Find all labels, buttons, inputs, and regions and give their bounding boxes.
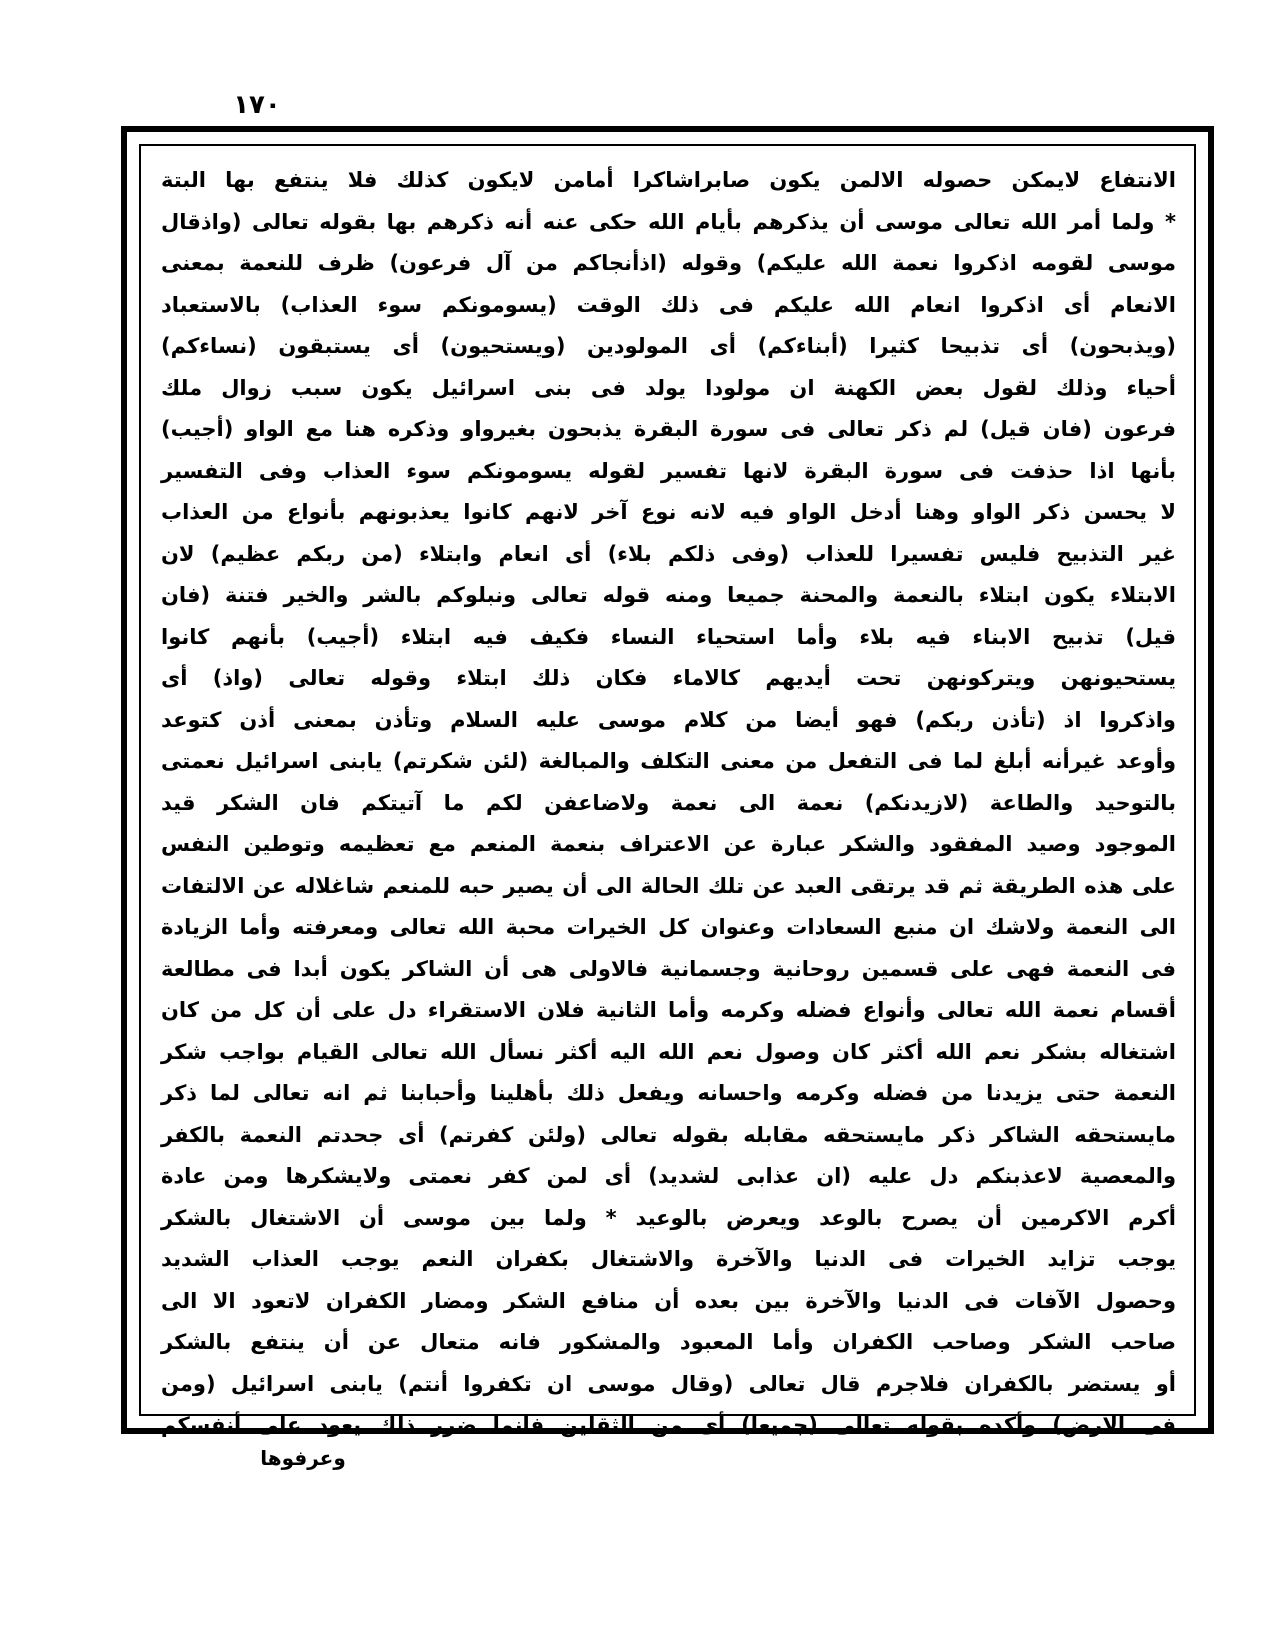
text-body [161,160,1176,1437]
text-line: أحياء وذلك لقول بعض الكهنة ان مولودا يولد فى بنى اسرائيل يكون سبب زوال ملك [161,375,1176,400]
text-line: فرعون (فان قيل) لم ذكر تعالى فى سورة البقرة يذبحون بغيرواو وذكره هنا مع الواو (أجيب) [161,417,1176,441]
text-line: وأوعد غيرأنه أبلغ لما فى التفعل من معنى التكلف والمبالغة (لئن شكرتم) يابنى اسرائيل نعمتى [161,749,1176,773]
inner-border [139,144,1196,1437]
text-line: بالتوحيد والطاعة (لازيدنكم) نعمة الى نعمة ولاضاعفن لكم ما آتيتكم فان الشكر قيد [161,790,1176,815]
text-line: وحصول الآفات فى الدنيا والآخرة بين بعده أن منافع الشكر ومضار الكفران لاتعود الا الى [161,1288,1176,1313]
text-line: الموجود وصيد المفقود والشكر عبارة عن الاعتراف بنعمة المنعم مع تعظيمه وتوطين النفس [161,832,1176,856]
text-line: أو يستضر بالكفران فلاجرم قال تعالى (وقال موسى ان تكفروا أنتم) يابنى اسرائيل (ومن [161,1371,1176,1396]
text-line: * ولما أمر الله تعالى موسى أن يذكرهم بأيام الله حكى عنه أنه ذكرهم بها بقوله تعالى (واذقال [161,209,1176,234]
text-line: غير التذبيح فليس تفسيرا للعذاب (وفى ذلكم بلاء) أى انعام وابتلاء (من ربكم عظيم) لان [161,541,1176,566]
text-line: (ويذبحون) أى تذبيحا كثيرا (أبناءكم) أى المولودين (ويستحيون) أى يستبقون (نساءكم) [161,334,1176,358]
text-line: واذكروا اذ (تأذن ربكم) فهو أيضا من كلام موسى عليه السلام وتأذن بمعنى أذن كتوعد [161,707,1176,732]
text-line: فى الارض) وأكده بقوله تعالى (جميعا) أى من الثقلين فانما ضرر ذلك يعود على أنفسكم [161,1413,1176,1437]
page-border [121,126,1214,1437]
text-line: النعمة حتى يزيدنا من فضله وكرمه واحسانه ويفعل ذلك بأهلينا وأحبابنا ثم انه تعالى لما ذكر [161,1081,1176,1105]
text-line: مايستحقه الشاكر ذكر مايستحقه مقابله بقوله تعالى (ولئن كفرتم) أى جحدتم النعمة بالكفر [161,1122,1176,1147]
text-line: يوجب تزايد الخيرات فى الدنيا والآخرة والاشتغال بكفران النعم يوجب العذاب الشديد [161,1247,1176,1271]
text-line: أقسام نعمة الله تعالى وأنواع فضله وكرمه وأما الثانية فلان الاستقراء دل على أن كل من كان [161,998,1176,1022]
page-number: ١٧٠ [233,90,281,120]
text-line: الانتفاع لايمكن حصوله الالمن يكون صابراشاكرا أمامن لايكون كذلك فلا ينتفع بها البتة [161,168,1176,192]
text-line: قيل) تذبيح الابناء فيه بلاء وأما استحياء النساء فكيف فيه ابتلاء (أجيب) بأنهم كانوا [161,624,1176,649]
text-line: فى النعمة فهى على قسمين روحانية وجسمانية فالاولى هى أن الشاكر يكون أبدا فى مطالعة [161,956,1176,981]
text-line: على هذه الطريقة ثم قد يرتقى العبد عن تلك الحالة الى أن يصير حبه للمنعم شاغلاله عن الالتفات [161,873,1176,898]
text-line: بأنها اذا حذفت فى سورة البقرة لانها تفسير لقوله يسومونكم سوء العذاب وفى التفسير [161,458,1176,483]
text-line: اشتغاله بشكر نعم الله أكثر كان وصول نعم الله اليه أكثر نسأل الله تعالى القيام بواجب شكر [161,1039,1176,1064]
catchword: وعرفوها [260,1446,346,1470]
text-line: الى النعمة ولاشك ان منبع السعادات وعنوان كل الخيرات محبة الله تعالى ومعرفته وأما الزيادة [161,915,1176,939]
text-line: لا يحسن ذكر الواو وهنا أدخل الواو فيه لانه نوع آخر لانهم كانوا يعذبونهم بأنواع من العذاب [161,500,1176,524]
text-line: الابتلاء يكون ابتلاء بالنعمة والمحنة جميعا ومنه قوله تعالى ونبلوكم بالشر والخير فتنة (فان [161,583,1176,607]
text-line: أكرم الاكرمين أن يصرح بالوعد ويعرض بالوعيد * ولما بين موسى أن الاشتغال بالشكر [161,1205,1176,1230]
text-line: يستحيونهن ويتركونهن تحت أيديهم كالاماء فكان ذلك ابتلاء وقوله تعالى (واذ) أى [161,666,1176,690]
text-line: الانعام أى اذكروا انعام الله عليكم فى ذلك الوقت (يسومونكم سوء العذاب) بالاستعباد [161,292,1176,317]
text-line: والمعصية لاعذبنكم دل عليه (ان عذابى لشديد) أى لمن كفر نعمتى ولايشكرها ومن عادة [161,1164,1176,1188]
text-line: صاحب الشكر وصاحب الكفران وأما المعبود والمشكور فانه متعال عن أن ينتفع بالشكر [161,1330,1176,1354]
text-line: موسى لقومه اذكروا نعمة الله عليكم) وقوله (اذأنجاكم من آل فرعون) ظرف للنعمة بمعنى [161,251,1176,275]
